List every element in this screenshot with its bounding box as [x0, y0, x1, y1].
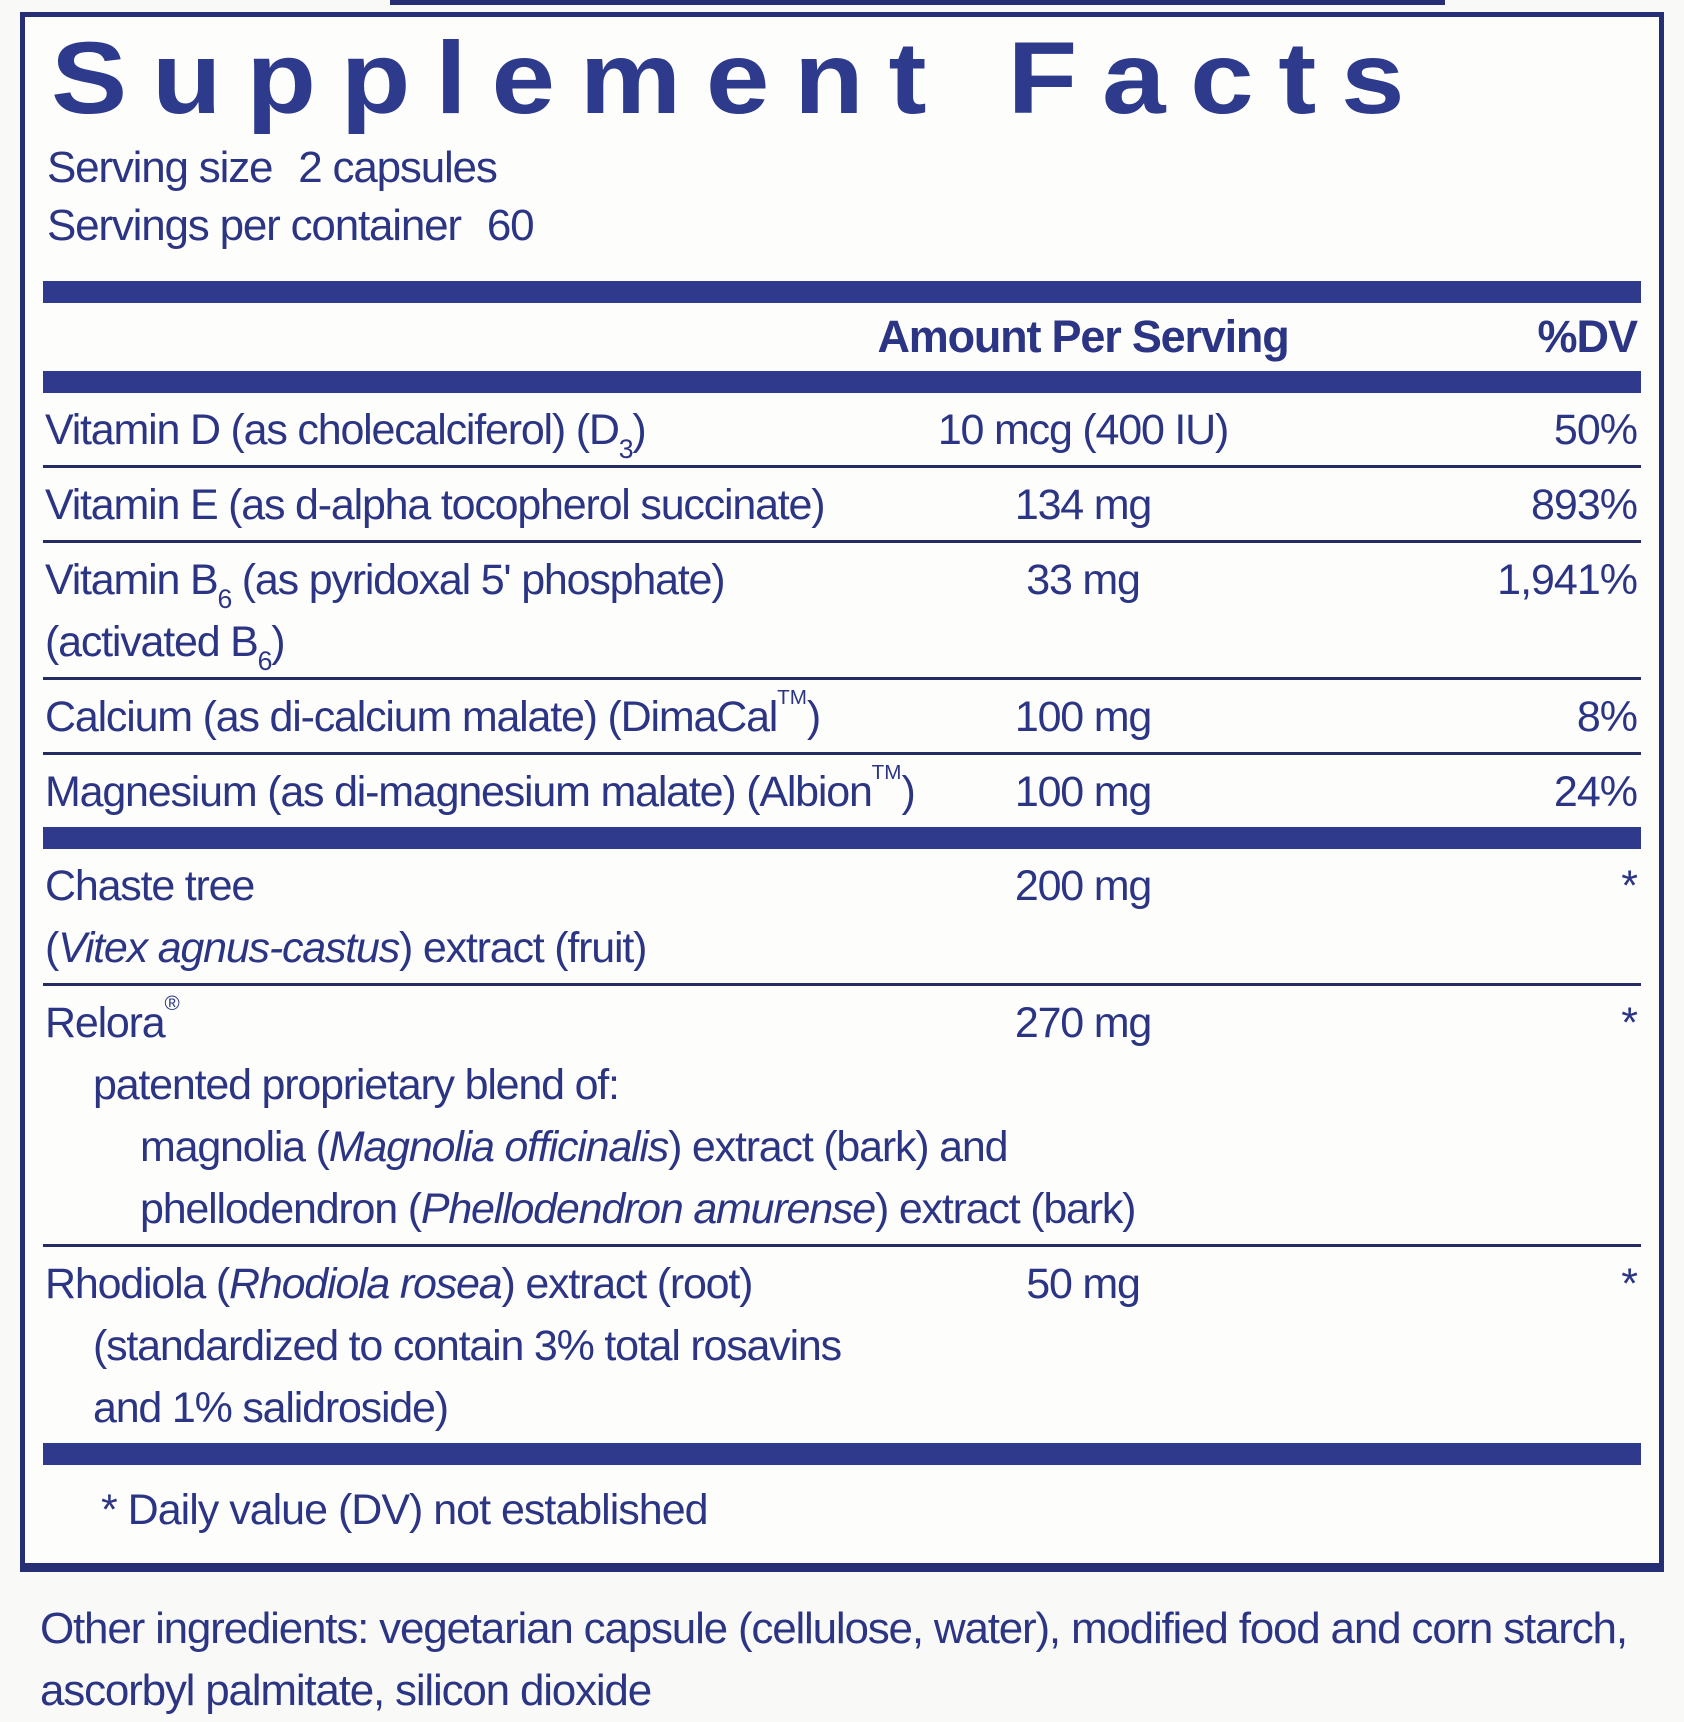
ingredient-row: [43, 1247, 1641, 1443]
thick-divider: [43, 281, 1641, 303]
daily-value-percent: 1,941%: [1497, 556, 1637, 605]
daily-value-percent: *: [1621, 1260, 1637, 1309]
dv-footnote: * Daily value (DV) not established: [101, 1486, 708, 1535]
supplement-facts-panel: [20, 12, 1664, 1572]
servings-per-container-value: 60: [486, 201, 534, 251]
daily-value-percent: 8%: [1576, 693, 1637, 742]
ingredient-name-line: magnolia (Magnolia officinalis) extract (bark) and: [140, 1123, 1008, 1172]
amount-per-serving-value: 100 mg: [1014, 768, 1152, 817]
amount-per-serving-value: 134 mg: [1014, 481, 1152, 530]
ingredient-row: [43, 468, 1641, 540]
ingredient-row: [43, 680, 1641, 752]
ingredient-name-line: and 1% salidroside): [93, 1384, 448, 1433]
ingredient-name-line: (standardized to contain 3% total rosavins: [93, 1322, 841, 1371]
supplement-facts-label: [0, 12, 1684, 1722]
ingredient-row: [43, 755, 1641, 827]
ingredient-name-line: patented proprietary blend of:: [93, 1061, 619, 1110]
daily-value-percent: *: [1621, 999, 1637, 1048]
amount-per-serving-value: 10 mcg (400 IU): [937, 406, 1229, 455]
thick-divider: [43, 827, 1641, 849]
servings-per-container-line: [43, 197, 1641, 255]
ingredient-row: [43, 849, 1641, 983]
ingredient-name-line: Relora®: [45, 992, 180, 1048]
amount-per-serving-value: 100 mg: [1014, 693, 1152, 742]
thick-divider: [43, 1443, 1641, 1465]
amount-per-serving-header: Amount Per Serving: [877, 311, 1289, 363]
amount-per-serving-value: 50 mg: [1026, 1260, 1140, 1309]
ingredient-row: [43, 986, 1641, 1244]
serving-size-value: 2 capsules: [298, 143, 497, 193]
daily-value-percent: 893%: [1531, 481, 1637, 530]
ingredient-name-line: Magnesium (as di-magnesium malate) (Albion™): [45, 761, 915, 817]
amount-per-serving-value: 270 mg: [1014, 999, 1152, 1048]
ingredient-name-line: (Vitex agnus-castus) extract (fruit): [45, 924, 647, 973]
daily-value-percent: 50%: [1553, 406, 1637, 455]
amount-per-serving-value: 200 mg: [1014, 862, 1152, 911]
ingredient-name-line: Vitamin E (as d-alpha tocopherol succinate): [45, 481, 825, 530]
top-edge-artifact: [390, 0, 1445, 5]
ingredient-name-line: (activated $B_6$): [45, 618, 285, 676]
ingredient-rows: [43, 393, 1641, 1465]
table-header-row: [43, 303, 1641, 371]
ingredient-name-line: Chaste tree: [45, 862, 255, 911]
ingredient-name-line: Rhodiola (Rhodiola rosea) extract (root): [45, 1260, 753, 1309]
serving-size-line: [43, 139, 1641, 197]
ingredient-row: [43, 543, 1641, 677]
ingredient-name-line: Vitamin $B_6$ (as pyridoxal 5' phosphate): [45, 556, 725, 614]
panel-title: Supplement Facts: [51, 21, 1430, 135]
daily-value-percent: 24%: [1553, 768, 1637, 817]
ingredient-row: [43, 393, 1641, 465]
ingredient-name-line: phellodendron (Phellodendron amurense) extract (bark): [140, 1185, 1136, 1234]
daily-value-percent: *: [1621, 862, 1637, 911]
ingredient-name-line: Calcium (as di-calcium malate) (DimaCal™): [45, 686, 821, 742]
amount-per-serving-value: 33 mg: [1026, 556, 1140, 605]
percent-dv-header: %DV: [1537, 311, 1637, 363]
thick-divider: [43, 371, 1641, 393]
ingredient-name-line: Vitamin D (as cholecalciferol) $(D_3)$: [45, 406, 646, 464]
other-ingredients-text: Other ingredients: vegetarian capsule (cellulose, water), modified food and corn starch, ascorbyl palmitate, silicon dioxide: [40, 1604, 1627, 1716]
servings-per-container-label: Servings per container: [47, 201, 461, 251]
serving-size-label: Serving size: [47, 143, 273, 193]
